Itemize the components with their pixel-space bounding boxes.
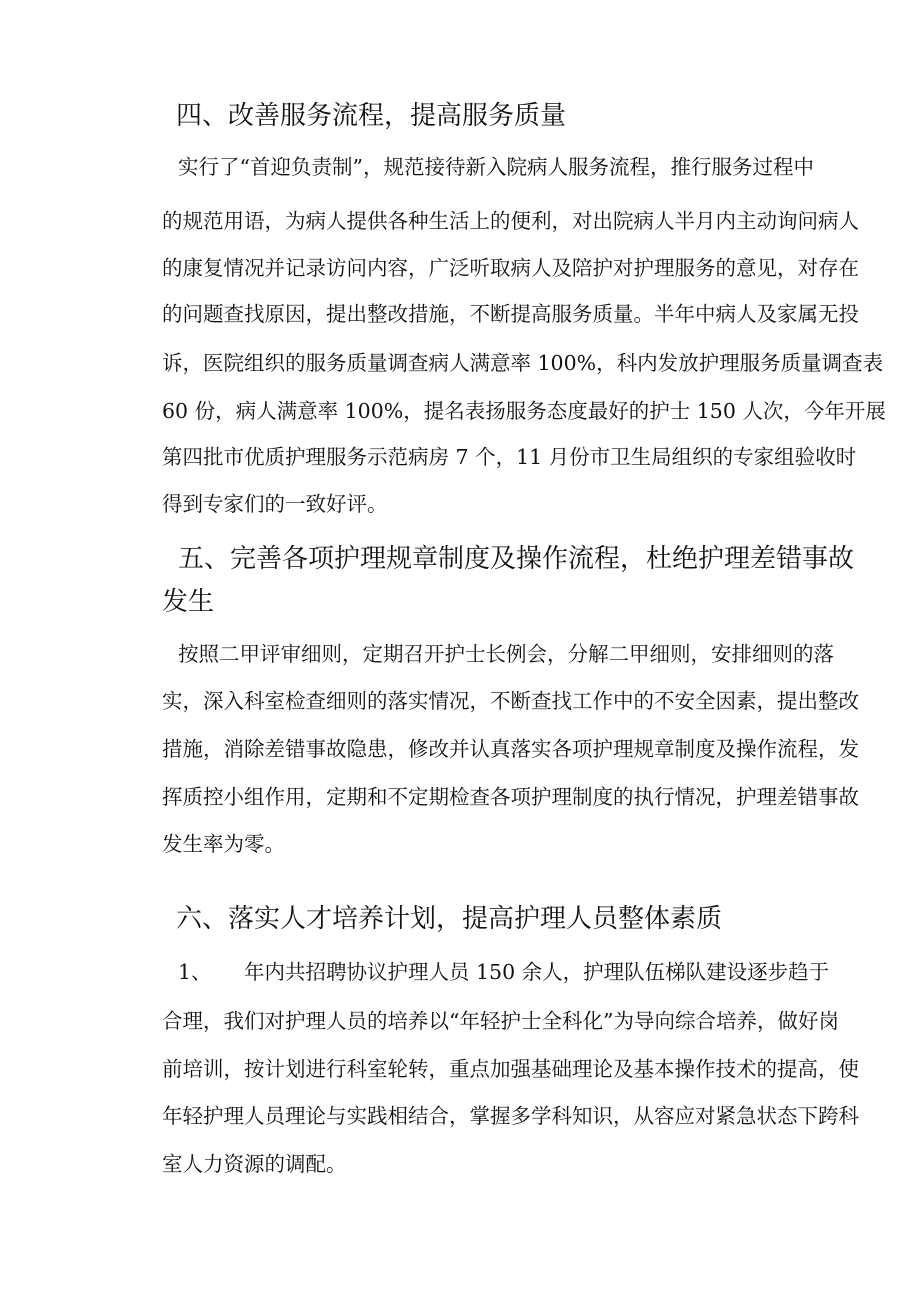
section-6-line-2: 合理，我们对护理人员的培养以“年轻护士全科化”为导向综合培养，做好岗: [162, 1009, 839, 1033]
section-heading-5-line-2: 发生: [162, 587, 215, 617]
section-4-line-5: 诉，医院组织的服务质量调查病人满意率 100%，科内发放护理服务质量调查表: [162, 351, 884, 375]
section-4-line-4: 的问题查找原因，提出整改措施，不断提高服务质量。半年中病人及家属无投: [162, 302, 859, 326]
section-6-line-1: 年内共招聘协议护理人员 150 余人，护理队伍梯队建设逐步趋于: [244, 960, 830, 984]
section-6-line-3: 前培训，按计划进行科室轮转，重点加强基础理论及基本操作技术的提高，使: [162, 1057, 859, 1081]
section-5-line-3: 措施，消除差错事故隐患，修改并认真落实各项护理规章制度及操作流程，发: [162, 737, 859, 761]
section-heading-6: 六、落实人才培养计划，提高护理人员整体素质: [176, 904, 723, 934]
section-5-line-1: 按照二甲评审细则，定期召开护士长例会，分解二甲细则，安排细则的落: [178, 642, 834, 666]
section-4-line-1: 实行了“首迎负责制”，规范接待新入院病人服务流程，推行服务过程中: [178, 155, 814, 179]
section-6-line-4: 年轻护理人员理论与实践相结合，掌握多学科知识，从容应对紧急状态下跨科: [162, 1104, 859, 1128]
section-5-line-5: 发生率为零。: [162, 832, 285, 856]
list-item-number: 1、: [178, 960, 212, 984]
section-5-line-4: 挥质控小组作用，定期和不定期检查各项护理制度的执行情况，护理差错事故: [162, 785, 859, 809]
section-4-line-8: 得到专家们的一致好评。: [162, 492, 388, 516]
section-5-line-2: 实，深入科室检查细则的落实情况，不断查找工作中的不安全因素，提出整改: [162, 689, 859, 713]
section-heading-4: 四、改善服务流程，提高服务质量: [176, 101, 567, 131]
section-6-line-5: 室人力资源的调配。: [162, 1152, 347, 1176]
section-4-line-6: 60 份，病人满意率 100%，提名表扬服务态度最好的护士 150 人次，今年开展: [162, 399, 886, 423]
section-4-line-7: 第四批市优质护理服务示范病房 7 个，11 月份市卫生局组织的专家组验收时: [162, 445, 857, 469]
section-heading-5-line-1: 五、完善各项护理规章制度及操作流程，杜绝护理差错事故: [178, 544, 855, 574]
section-4-line-3: 的康复情况并记录访问内容，广泛听取病人及陪护对护理服务的意见，对存在: [162, 256, 859, 280]
section-4-line-2: 的规范用语，为病人提供各种生活上的便利，对出院病人半月内主动询问病人: [162, 209, 859, 233]
